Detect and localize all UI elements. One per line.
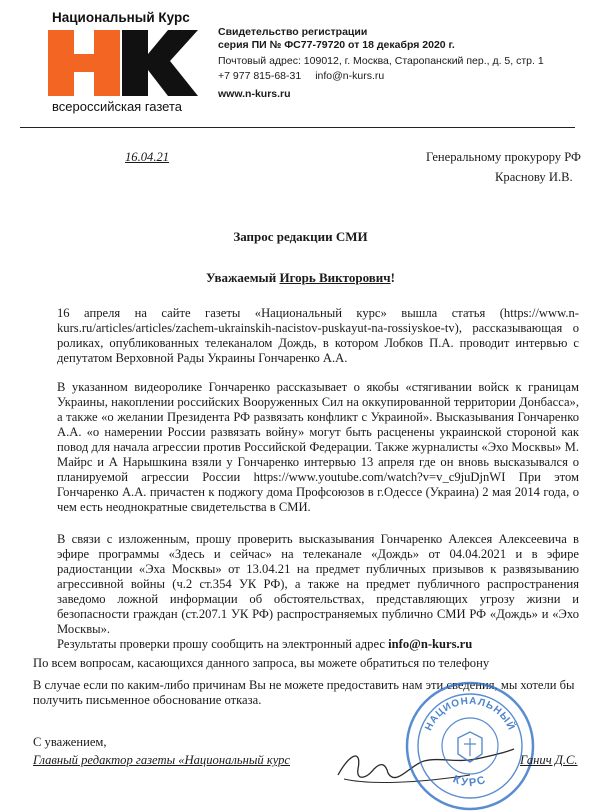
salutation-prefix: Уважаемый	[206, 270, 277, 285]
results-text: Результаты проверки прошу сообщить на электронный адрес	[57, 637, 385, 651]
stamp-bottom-text: КУРС	[451, 773, 489, 790]
signer-name: Ганич Д.С.	[520, 753, 578, 767]
paragraph-statements: В указанном видеоролике Гончаренко рассказывает о якобы «стягивании войск к границам Украины, накоплении российских Вооруженных Сил на оккупированной территории Донбасса», а также «о желании Президента РФ развязать конфликт с Украиной». Высказывания Гончаренко А.А. «о намерении России развязать войну» могут быть расценены украинской стороной как повод для начала агрессии против Российской Федерации. Также журналисты «Эхо Москвы» М. Майрс и А Нарышкина взяли у Гончаренко интервью 13 апреля где он вновь высказывался о планируемой агрессии России https://www.youtube.com/watch?v=v_c9juDjnWI При этом Гончаренко А.А. причастен к поджогу дома Профсоюзов в г.Одессе (Украина) 2 мая 2014 года, о чем есть неоднократные свидетельства в СМИ.	[57, 380, 579, 514]
addressee-line-2: Краснову И.В.	[495, 170, 573, 184]
closing-phrase: С уважением,	[33, 735, 107, 749]
phone-request-line: По всем вопросам, касающихся данного запроса, вы можете обратиться по телефону	[33, 656, 490, 670]
brand-subtitle: всероссийская газета	[52, 99, 183, 114]
registration-line-1: Свидетельство регистрации	[218, 26, 368, 38]
phone-number: +7 977 815-68-31	[218, 70, 302, 82]
round-stamp	[404, 680, 536, 812]
postal-address: Почтовый адрес: 109012, г. Москва, Старопанский пер., д. 5, стр. 1	[218, 55, 544, 67]
results-line	[57, 637, 579, 652]
stamp-emblem-icon	[458, 732, 482, 762]
signatory-position: Главный редактор газеты «Национальный курс	[33, 753, 291, 767]
salutation-suffix: !	[390, 270, 395, 285]
salutation-name: Игорь Викторович	[279, 270, 391, 285]
addressee-line-1: Генеральному прокурору РФ	[426, 150, 581, 164]
letter-date: 16.04.21	[125, 150, 170, 164]
brand-name-top: Национальный Курс	[52, 10, 190, 25]
paragraph-request: В связи с изложенным, прошу проверить высказывания Гончаренко Алексея Алексеевича в эфире программы «Здесь и сейчас» на телеканале «Дождь» от 04.04.2021 и в эфире радиостанции «Эха Москвы» от 13.04.21 на предмет публичных призывов к развязыванию агрессивной войны (ч.2 ст.354 УК РФ), а также на предмет публичного распространения заведомо ложной информации об обстоятельствах, представляющих угрозу жизни и безопасности граждан (ст.207.1 УК РФ) распространяемых публично СМИ РФ «Дождь» и «Эхо Москвы».	[57, 532, 579, 636]
logo-letter-k	[122, 30, 198, 96]
letter-title: Запрос редакции СМИ	[233, 229, 368, 244]
contact-email[interactable]: info@n-kurs.ru	[315, 70, 385, 82]
salutation	[0, 270, 601, 285]
paragraph-article: 16 апреля на сайте газеты «Национальный курс» вышла статья (https://www.n-kurs.ru/articles/articles/zachem-ukrainskih-nacistov-puskayut-na-rossiyskoe-tv), рассказывающая о роликах, опубликованных телеканалом Дождь, в котором Лобков П.А. проводит интервью с депутатом Верховной Рады Украины Гончаренко А.А.	[57, 306, 579, 365]
svg-text:КУРС	[451, 773, 489, 789]
logo-letter-n	[48, 30, 120, 96]
svg-text:НАЦИОНАЛЬНЫЙ	[423, 696, 518, 733]
stamp-top-text: НАЦИОНАЛЬНЫЙ	[423, 695, 517, 733]
registration-line-2: серия ПИ № ФС77-79720 от 18 декабря 2020 г.	[218, 39, 455, 51]
header-divider	[20, 127, 575, 128]
refusal-request-paragraph: В случае если по каким-либо причинам Вы не можете предоставить нам эти сведения, мы хотели бы получить письменное обоснование отказа.	[33, 678, 575, 707]
results-email[interactable]: info@n-kurs.ru	[388, 637, 473, 651]
newspaper-logo	[48, 30, 198, 96]
contact-line	[218, 70, 384, 82]
website-link[interactable]: www.n-kurs.ru	[218, 88, 291, 100]
